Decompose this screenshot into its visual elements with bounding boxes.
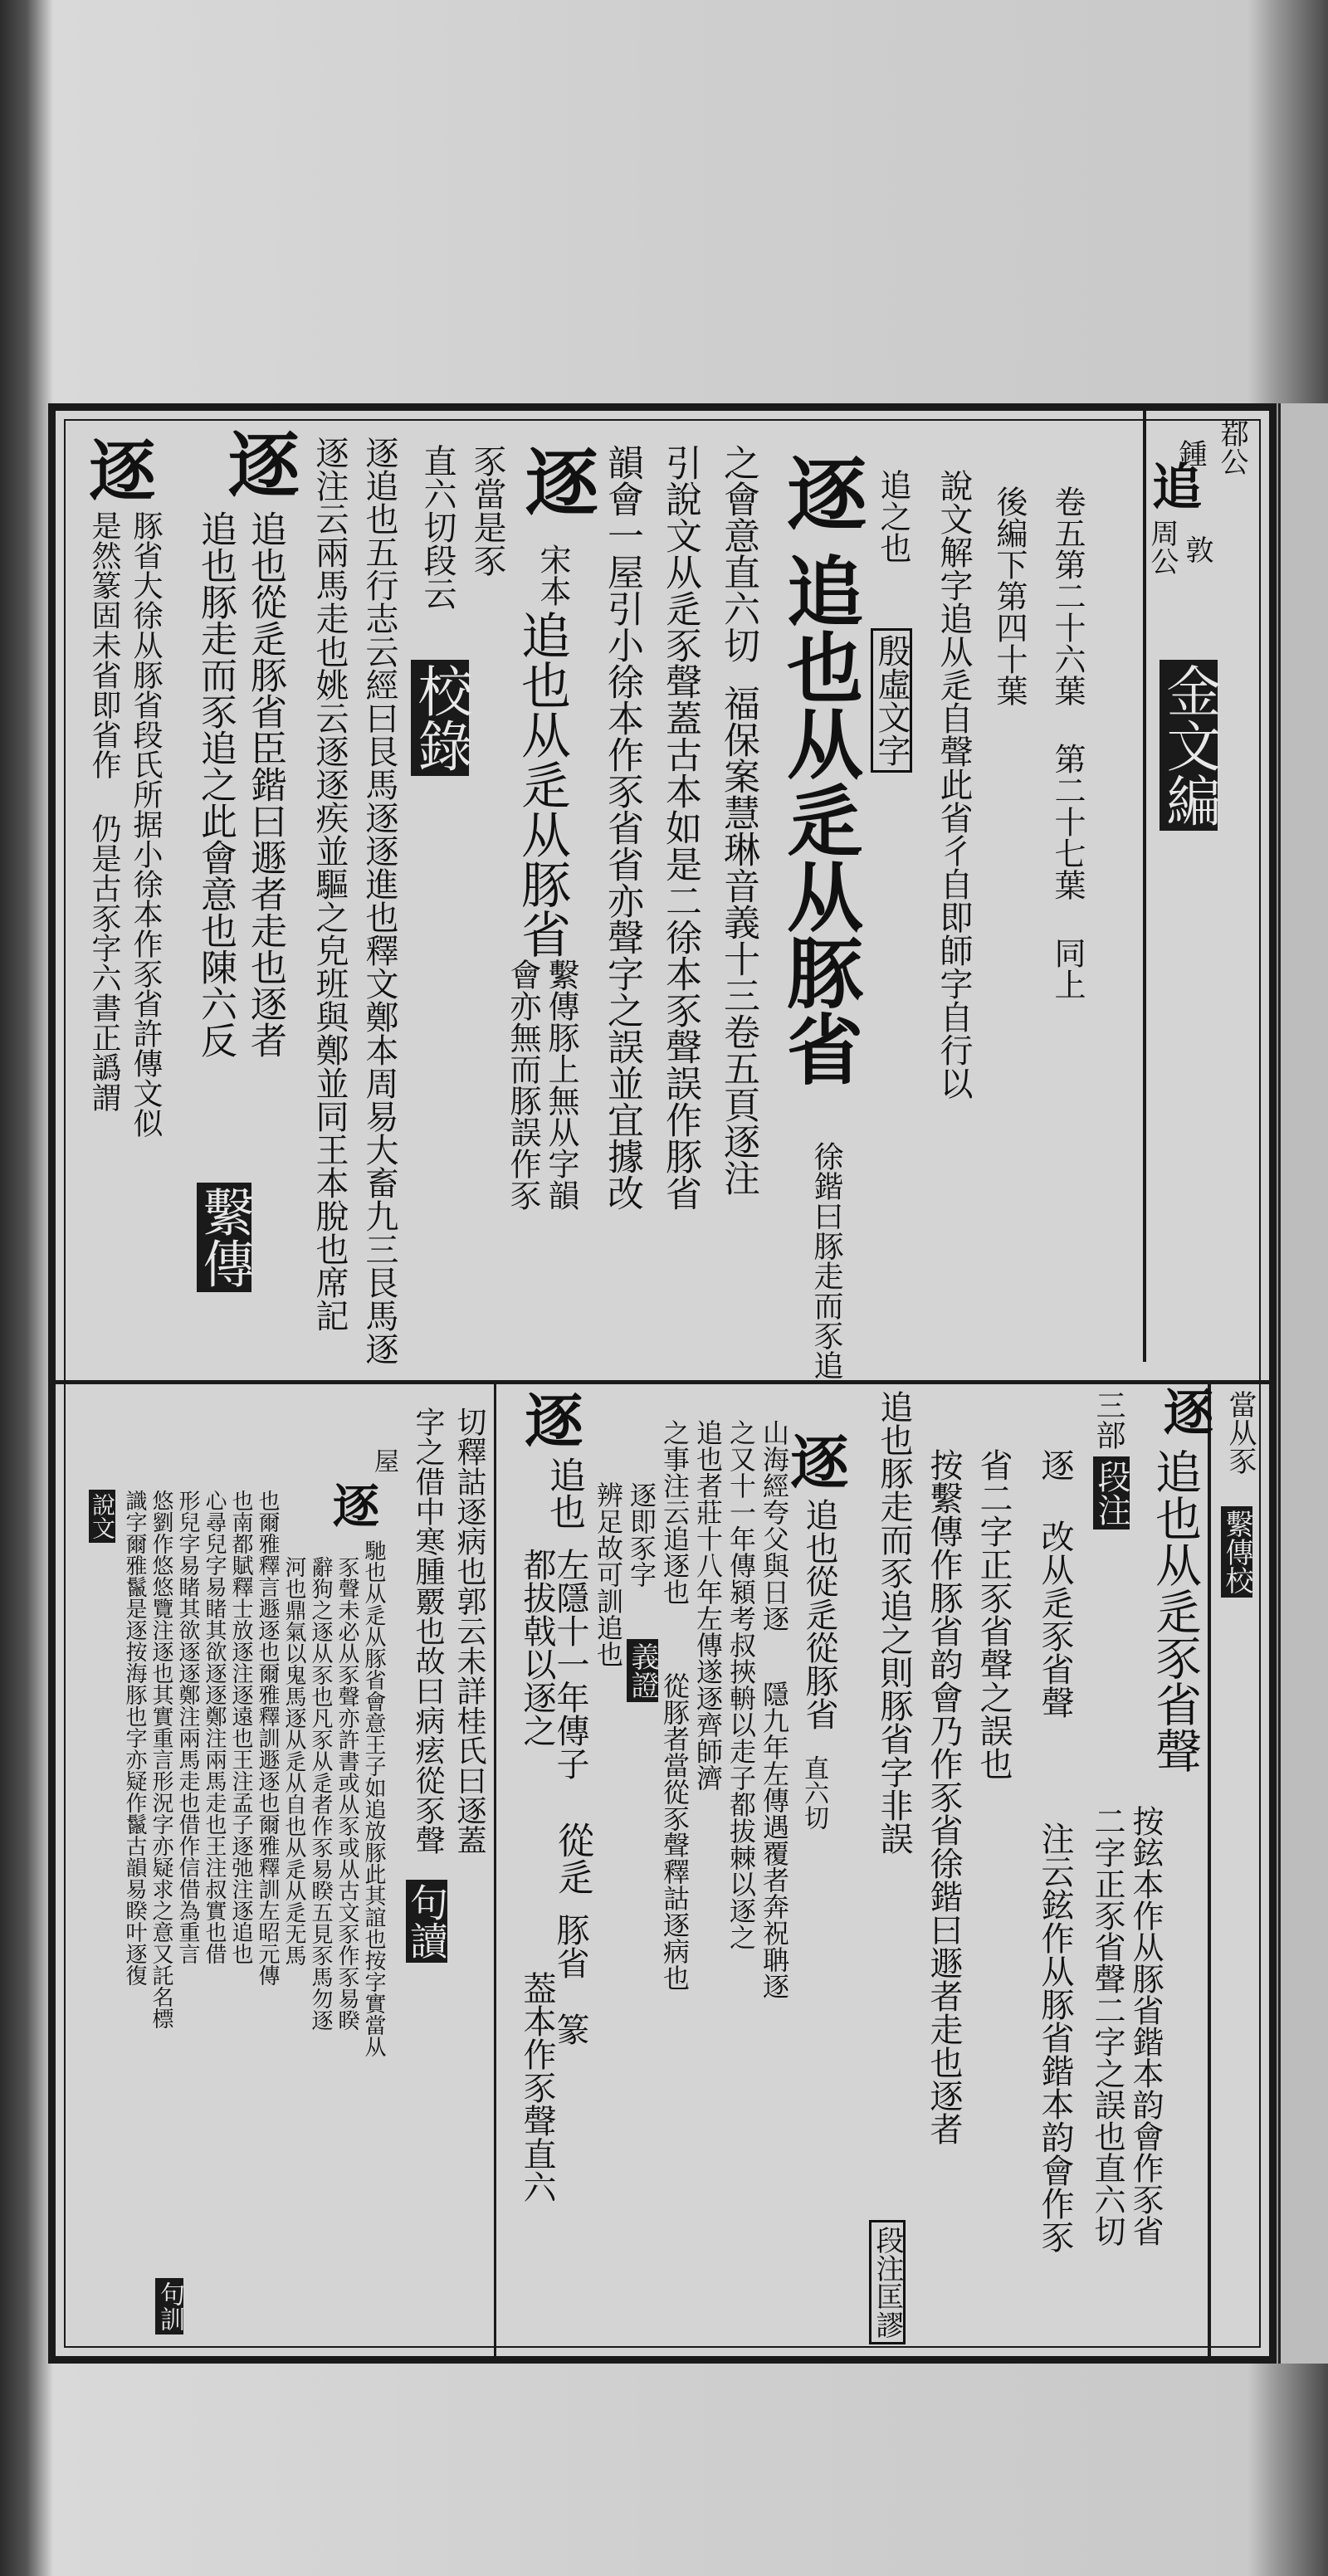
jiaolu-stamp: 校錄 (411, 660, 469, 776)
congtun-col: 從豚者當從豕聲釋詁逐病也 (659, 1672, 691, 1991)
cong-chuo: 從辵 (551, 1822, 593, 1895)
yizheng-seal-char: 逐 (781, 1432, 850, 1490)
commentary-col-b: 引說文从辵豕聲蓋古本如是二徐本豕聲誤作豚省 (659, 444, 701, 1211)
judou-col-7: 心尋兒字易睹其欲逐逐鄭注兩馬走也王注叔實也借 (202, 1490, 227, 1964)
yizheng-stamp: 義證 (627, 1639, 658, 1702)
judou-col-6: 也南都賦釋士放逐注逐遠也王注孟子逐弛注逐追也 (228, 1490, 253, 1964)
chuanjiao-stamp: 繫傳校 (1221, 1506, 1252, 1598)
duanzhu-kuang-label: 段注匡謬 (869, 2220, 906, 2344)
reference-column-2: 後編下第四十葉 (991, 485, 1028, 706)
bian-col: 辨足故可訓追也 (593, 1481, 624, 1667)
dang-col: 豕當是豕 (468, 444, 506, 577)
gong-seal-char: 逐 (515, 1390, 584, 1448)
jiaolu-b-text2: 追也豚走而豕追之此會意也陳六反 (194, 510, 237, 1058)
jiaolu-b-seal-char: 逐 (216, 427, 300, 499)
zhishi-col: 之事注云追逐也 (659, 1419, 691, 1605)
page-frame (48, 403, 1277, 2364)
qieshi-col: 切釋詁逐病也郭云未詳桂氏曰逐蓋 (452, 1407, 486, 1855)
yinxu-label: 殷虛文字 (871, 628, 912, 773)
source-vessel-suffix: 鍾 (1174, 439, 1207, 467)
jiaolu-c-text2: 是然篆固未省即省作 仍是古豕字六書正譌謂 (87, 510, 121, 1112)
shuowen-label: 說文 (89, 1490, 115, 1543)
duan-col: 直六切段云 (418, 444, 456, 610)
judou-col-5: 也爾雅釋言遯逐也爾雅釋訓遯逐也爾雅釋訓左昭元傳 (255, 1490, 280, 1986)
lower-mid-divider (494, 1380, 496, 2356)
zhui-col: 追也豚走而豕追之則豚省字非誤 (875, 1390, 913, 1855)
commentary-col-c: 韻會一屋引小徐本作豕省省亦聲字之誤並宜據改 (601, 444, 643, 1211)
lower-main-note2: 二字正豕省聲二字之誤也直六切 (1089, 1805, 1125, 2247)
zuoshi-col: 葢本作豕聲直六 (518, 1971, 556, 2203)
gong-zuo: 左隱十一年傳子 (551, 1548, 589, 1780)
lower-right-divider (1208, 1380, 1211, 2356)
lower-main-seal-char: 逐 (1155, 1386, 1213, 1436)
reference-column-3b: 追之也 (875, 469, 911, 564)
judou-col-9: 悠劉作悠悠覽注逐也其實重言形況字亦疑求之意又託名標 (149, 1490, 173, 2029)
jiaolu-c-text: 豚省大徐从豚省段氏所据小徐本作豕省許傳文似 (129, 510, 163, 1138)
main-entry-definition: 追也从辵从豚省 (774, 552, 864, 1086)
song-edition-text: 追也从辵从豚省 (513, 610, 571, 959)
wu-label: 屋 (369, 1448, 398, 1473)
an-col: 按繫傳作豚省韵會乃作豕省徐鍇曰遯者走也逐者 (925, 1448, 963, 2145)
zhiyou-col: 之又十一年傳潁考叔挾輈以走子都拔棘以逐之 (725, 1419, 757, 1950)
reference-column-3: 說文解字追从辵自聲此省彳自即師字自行以 (935, 469, 973, 1100)
xizhuan-note-a: 繫傳豚上無从字韻 (543, 959, 579, 1211)
jiaolu-col-2: 逐注云兩馬走也姚云逐逐疾並驅之皃班與鄭並同王本脫也席記 (310, 436, 349, 1332)
xizhuan-note-b: 會亦無而豚誤作豕 (505, 959, 541, 1211)
judou-col-4: 河也鼎氣以鬼馬逐从辵从自也从辵从辵无馬 (281, 1556, 306, 1966)
judou-seal-char: 逐 (325, 1481, 380, 1528)
bleed-through-text (33, 25, 1278, 390)
jiaolu-b-text: 追也從辵豚省臣鍇曰遯者走也逐者 (244, 510, 286, 1058)
zhuyun-col: 注云鉉作从豚省鍇本韵會作豕 (1036, 1822, 1074, 2253)
gai-col: 逐 改从辵豕省聲 (1036, 1448, 1074, 1719)
judou-col-10: 識字爾雅鬣是逐按海豚也字亦疑作鬣古韻易睽叶逐復 (122, 1490, 147, 1986)
juxun-label: 句訓 (155, 2278, 183, 2334)
lower-main-definition: 追也从辵豕省聲 (1148, 1448, 1202, 1773)
judou-col-1: 馳也从辵从豚省會意王子如追放豚此其誼也按字實當从 (361, 1539, 386, 2057)
reference-column-1: 卷五第二十六葉 第二十七葉 同上 (1049, 485, 1086, 1000)
xizhuan-stamp: 繫傳 (197, 1183, 251, 1292)
shanhai-col: 山海經夸父與日逐 (759, 1419, 790, 1632)
jiaolu-col-1: 逐追也五行志云經曰艮馬逐逐進也釋文鄭本周易大畜九三艮馬逐 (360, 436, 398, 1365)
facing-page-edge (1278, 403, 1328, 2364)
tun-sheng: 豚省 (551, 1913, 589, 1979)
jiaolu-c-seal-char: 逐 (78, 436, 156, 502)
lower-main-note: 按鉉本作从豚省鍇本韵會作豕省 (1127, 1805, 1164, 2247)
seal-character: 追 (1144, 461, 1202, 510)
judou-col-2: 豕聲未必从豕聲亦許書或从豕或从古文豕作豕易睽 (334, 1556, 359, 2031)
source-vessel-2: 周公 (1145, 519, 1179, 575)
commentary-col-a2: 福保案慧琳音義十三卷五頁逐注 (717, 685, 759, 1196)
judou-col-3: 辭狗之逐从豕也凡豕从辵者作豕易睽五見豕馬勿逐 (308, 1556, 333, 2031)
source-vessel-2-suffix: 敦 (1180, 535, 1213, 564)
song-edition-label: 宋本 (535, 544, 571, 607)
yizheng-definition: 追也從辵從豚省 (800, 1498, 838, 1730)
yizheng-note: 直六切 (799, 1755, 828, 1830)
judou-col-8: 形兒字易睹其欲逐逐鄭注兩馬走也借作信借為重言 (175, 1490, 200, 1964)
sheng-col: 省二字正豕省聲之誤也 (974, 1448, 1013, 1780)
judou-stamp: 句讀 (406, 1880, 447, 1963)
book-title-stamp: 金文編 (1160, 660, 1218, 831)
main-entry-note: 徐鍇曰豚走而豕追 (809, 1141, 843, 1380)
main-entry-seal-char: 逐 (774, 452, 868, 532)
yin-col: 隱九年左傳遇覆者奔祝聃逐 (759, 1681, 790, 1999)
jiazhi-col: 字之借中寒腫覈也故曰病痃從豕聲 (411, 1407, 445, 1855)
song-seal-char: 逐 (514, 444, 600, 517)
zhuiye-col: 追也者莊十八年左傳遂逐齊師濟 (692, 1419, 724, 1791)
gong-definition: 追也 (543, 1456, 585, 1530)
gong-du: 都拔戟以逐之 (518, 1548, 556, 1747)
zhuiji-col: 逐即豕字 (626, 1481, 657, 1588)
zhuan-col: 篆 (551, 2013, 589, 2046)
commentary-col-a: 之會意直六切 (717, 444, 759, 663)
duanzhu-stamp: 段注 (1093, 1456, 1130, 1530)
sanbu-label: 三部 (1091, 1390, 1125, 1450)
source-vessel-1: 鄀公 (1215, 419, 1248, 476)
dang-cong-note: 當从豕 (1223, 1390, 1257, 1475)
horizontal-divider (56, 1380, 1269, 1384)
